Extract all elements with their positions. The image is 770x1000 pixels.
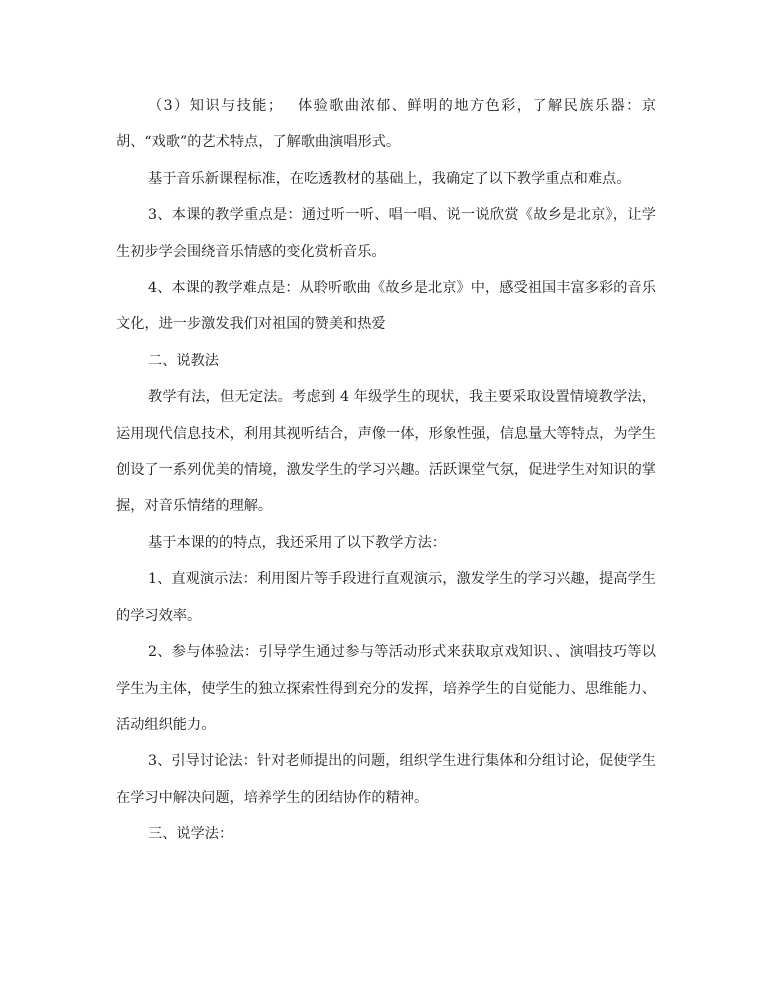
paragraph-method-participation: 2、参与体验法：引导学生通过参与等活动形式来获取京戏知识、、演唱技巧等以学生为主体，使学生的独立探索性得到充分的发挥，培养学生的自觉能力、思维能力、活动组织能力。 xyxy=(116,644,656,733)
paragraph-teaching-difficulty: 4、本课的教学难点是：从聆听歌曲《故乡是北京》中，感受祖国丰富多彩的音乐文化，进一步激发我们对祖国的赞美和热爱 xyxy=(116,280,656,333)
paragraph-methods-intro: 基于本课的的特点，我还采用了以下教学方法： xyxy=(148,534,446,551)
paragraph-method-discussion: 3、引导讨论法：针对老师提出的问题，组织学生进行集体和分组讨论，促使学生在学习中解决问题，培养学生的团结协作的精神。 xyxy=(116,753,656,806)
paragraph-method-demonstration: 1、直观演示法：利用图片等手段进行直观演示，激发学生的学习兴趣，提高学生的学习效率。 xyxy=(116,571,656,624)
section-heading-learning-method: 三、说学法： xyxy=(148,826,234,843)
paragraph-teaching-method-overview: 教学有法，但无定法。考虑到 4 年级学生的现状，我主要采取设置情境教学法，运用现代信息技术，利用其视听结合，声像一体，形象性强，信息量大等特点，为学生创设了一系列优美的情境，激发学生的学习兴趣。活跃课堂气氛，促进学生对知识的掌握，对音乐情绪的理解。 xyxy=(116,389,656,515)
paragraph-teaching-focus-intro: 基于音乐新课程标准，在吃透教材的基础上，我确定了以下教学重点和难点。 xyxy=(148,170,631,187)
document-body xyxy=(116,88,656,853)
paragraph-knowledge-skills: （3）知识与技能； 体验歌曲浓郁、鲜明的地方色彩，了解民族乐器：京胡、“戏歌”的艺术特点，了解歌曲演唱形式。 xyxy=(116,98,656,151)
paragraph-teaching-key-point: 3、本课的教学重点是：通过听一听、唱一唱、说一说欣赏《故乡是北京》，让学生初步学会围绕音乐情感的变化赏析音乐。 xyxy=(116,207,656,260)
section-heading-teaching-method: 二、说教法 xyxy=(148,352,219,369)
